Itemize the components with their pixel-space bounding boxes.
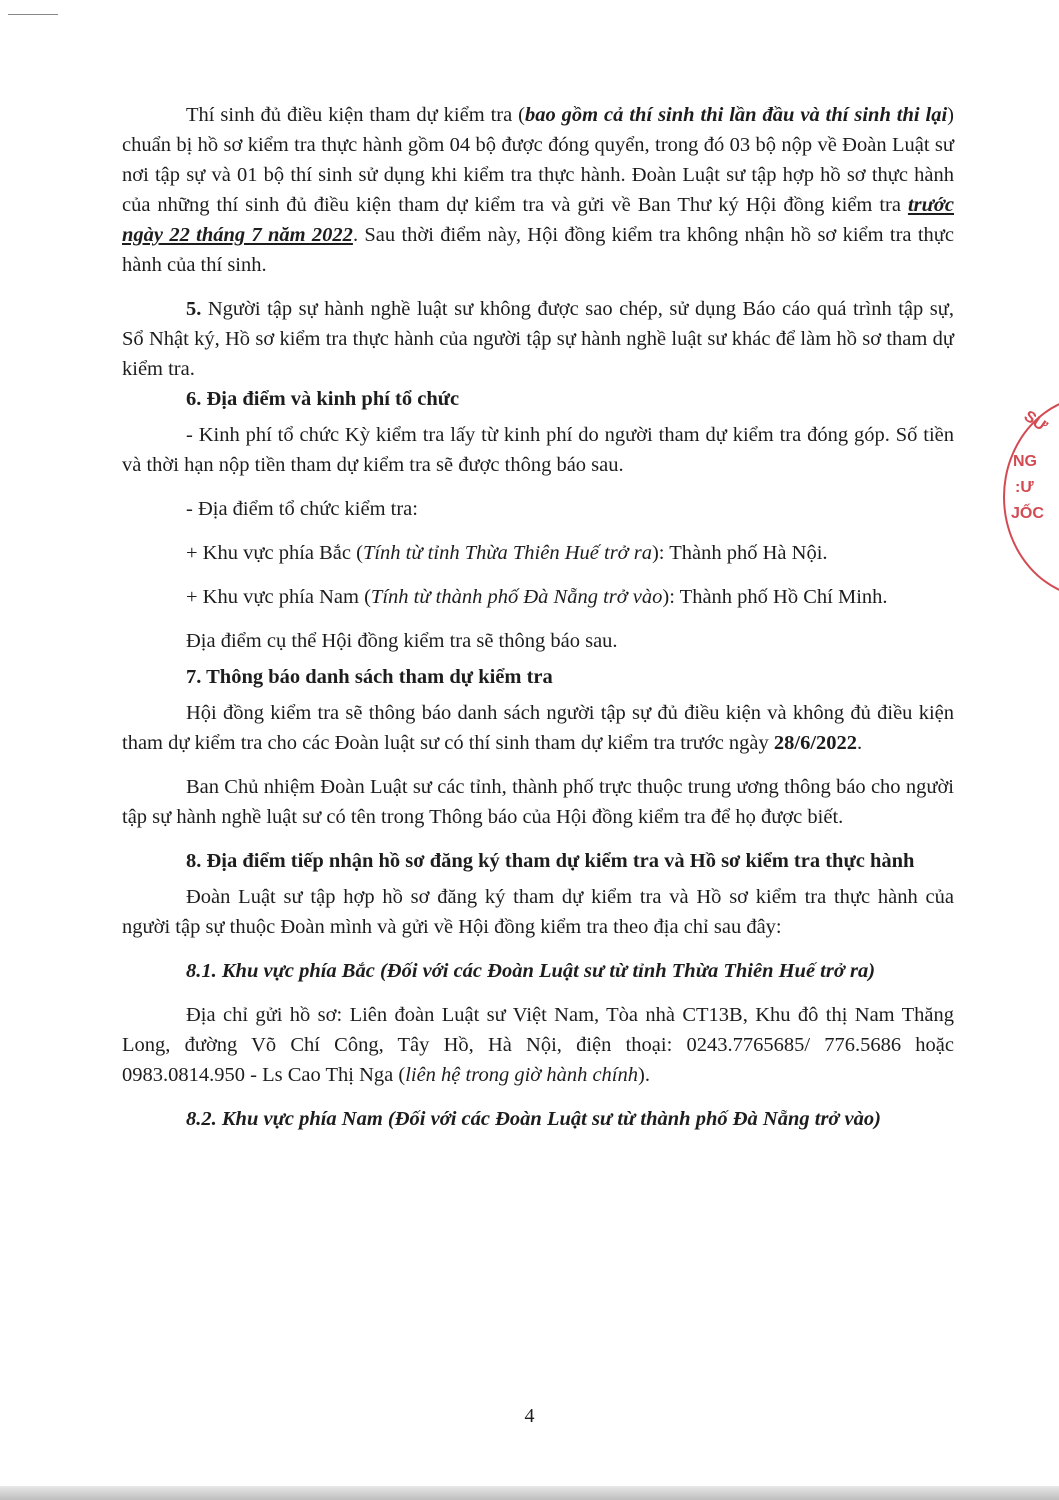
scan-corner-mark [8, 14, 58, 15]
seal-text-fragment: JỐC [1011, 505, 1044, 522]
scan-bottom-edge [0, 1486, 1059, 1500]
paragraph-venue-north: + Khu vực phía Bắc (Tính từ tỉnh Thừa Thiên Huế trở ra): Thành phố Hà Nội. [186, 542, 828, 564]
heading-section-8-1: 8.1. Khu vực phía Bắc (Đối với các Đoàn Luật sư từ tỉnh Thừa Thiên Huế trở ra) [186, 960, 876, 982]
red-seal-stamp [999, 395, 1059, 615]
seal-text-fragment: :Ư [1015, 479, 1034, 496]
heading-section-8: 8. Địa điểm tiếp nhận hồ sơ đăng ký tham dự kiểm tra và Hồ sơ kiểm tra thực hành [186, 850, 915, 872]
heading-section-7: 7. Thông báo danh sách tham dự kiểm tra [186, 666, 553, 688]
seal-text-fragment: NG [1013, 453, 1037, 470]
heading-section-8-2: 8.2. Khu vực phía Nam (Đối với các Đoàn Luật sư từ thành phố Đà Nẵng trở vào) [186, 1108, 881, 1130]
heading-section-6: 6. Địa điểm và kinh phí tổ chức [186, 388, 460, 410]
page-number: 4 [524, 1405, 535, 1427]
paragraph-funding: - Kinh phí tổ chức Kỳ kiểm tra lấy từ kinh phí do người tham dự kiểm tra đóng góp. Số tiền và thời hạn nộp tiền tham dự kiểm tra sẽ được thông báo sau. [122, 424, 954, 476]
deadline-text: trước ngày 22 tháng 7 năm 2022 [122, 194, 954, 246]
paragraph-candidate-list: Hội đồng kiểm tra sẽ thông báo danh sách người tập sự đủ điều kiện và không đủ điều kiện tham dự kiểm tra cho các Đoàn luật sư có thí sinh tham dự kiểm tra trước ngày 28/6/2022. [122, 702, 954, 754]
paragraph-north-address: Địa chỉ gửi hồ sơ: Liên đoàn Luật sư Việt Nam, Tòa nhà CT13B, Khu đô thị Nam Thăng Long, đường Võ Chí Công, Tây Hồ, Hà Nội, điện thoại: 0243.7765685/ 776.5686 hoặc 0983.0814.950 - Ls Cao Thị Nga (liên hệ trong giờ hành chính). [122, 1004, 954, 1086]
paragraph-venue-south: + Khu vực phía Nam (Tính từ thành phố Đà Nẵng trở vào): Thành phố Hồ Chí Minh. [186, 586, 888, 608]
paragraph-dossier-submission: Đoàn Luật sư tập hợp hồ sơ đăng ký tham dự kiểm tra và Hồ sơ kiểm tra thực hành của người tập sự thuộc Đoàn mình và gửi về Hội đồng kiểm tra theo địa chỉ sau đây: [122, 886, 954, 938]
paragraph-exam-dossier: Thí sinh đủ điều kiện tham dự kiểm tra (bao gồm cả thí sinh thi lần đầu và thí sinh thi lại) chuẩn bị hồ sơ kiểm tra thực hành gồm 04 bộ được đóng quyển, trong đó 03 bộ nộp về Đoàn Luật sư nơi tập sự và 01 bộ thí sinh sử dụng khi kiểm tra thực hành. Đoàn Luật sư tập hợp hồ sơ thực hành của những thí sinh đủ điều kiện tham dự kiểm tra và gửi về Ban Thư ký Hội đồng kiểm tra trước ngày 22 tháng 7 năm 2022. Sau thời điểm này, Hội đồng kiểm tra không nhận hồ sơ kiểm tra thực hành của thí sinh. [122, 104, 954, 276]
seal-text-fragment: SƯ [1020, 407, 1050, 436]
paragraph-venue-label: - Địa điểm tổ chức kiểm tra: [186, 498, 418, 520]
paragraph-bar-notice: Ban Chủ nhiệm Đoàn Luật sư các tỉnh, thành phố trực thuộc trung ương thông báo cho người tập sự hành nghề luật sư có tên trong Thông báo của Hội đồng kiểm tra để họ được biết. [122, 776, 954, 828]
paragraph-venue-detail: Địa điểm cụ thể Hội đồng kiểm tra sẽ thông báo sau. [186, 630, 618, 652]
paragraph-item-5: 5. Người tập sự hành nghề luật sư không được sao chép, sử dụng Báo cáo quá trình tập sự, Sổ Nhật ký, Hồ sơ kiểm tra thực hành của người tập sự hành nghề luật sư khác để làm hồ sơ tham dự kiểm tra. [122, 298, 954, 380]
document-body [122, 100, 954, 1134]
